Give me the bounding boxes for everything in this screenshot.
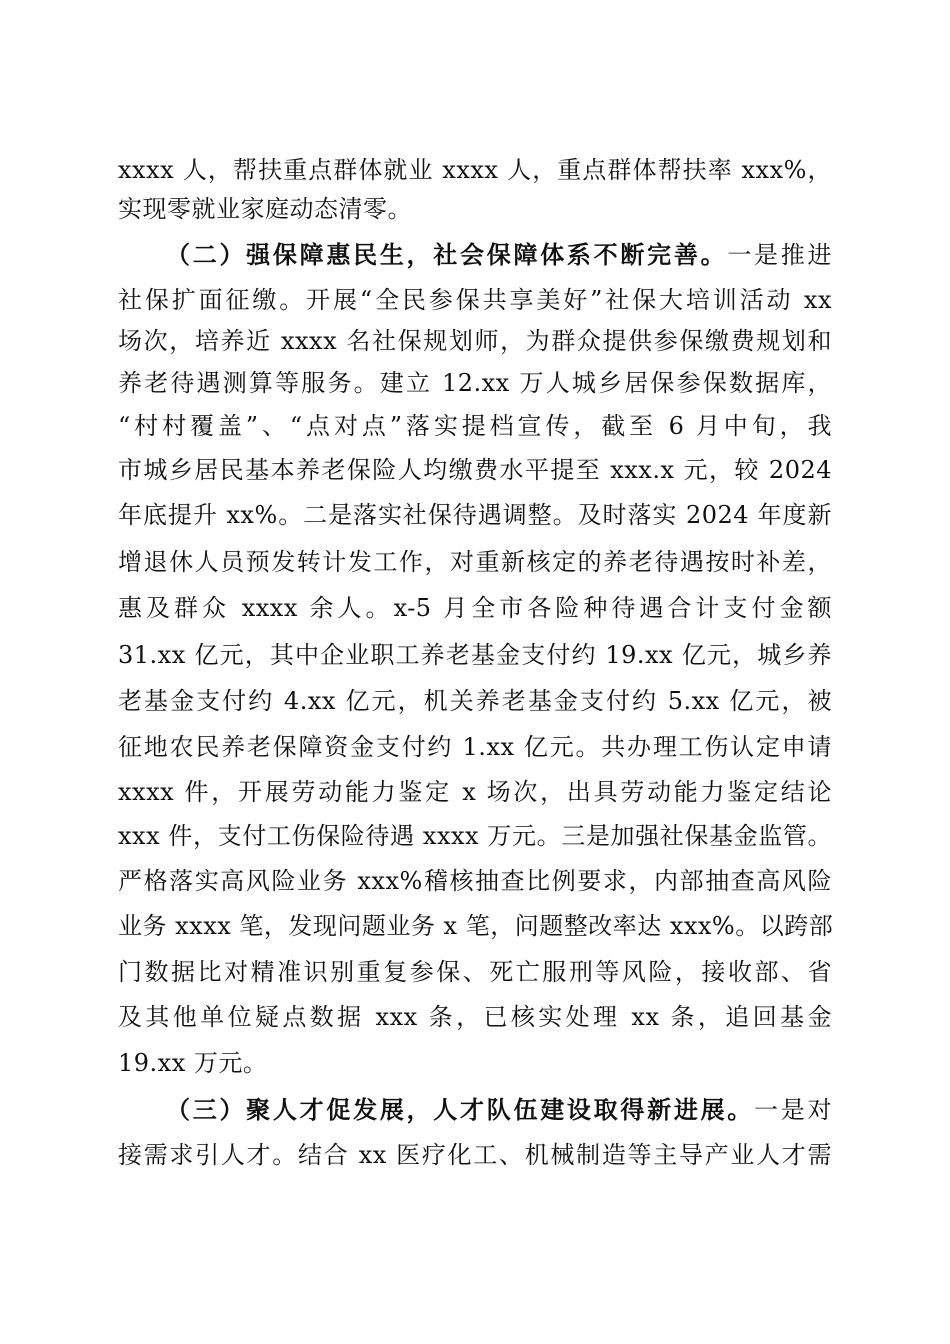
text-line: 年底提升 xx%。二是落实社保待遇调整。及时落实 2024 年度新 xyxy=(118,501,832,529)
text-line: xxx 件，支付工伤保险待遇 xxxx 万元。三是加强社保基金监管。 xyxy=(118,822,832,850)
text-line: xxxx 件，开展劳动能力鉴定 x 场次，出具劳动能力鉴定结论 xyxy=(118,778,832,806)
text-line: 31.xx 亿元，其中企业职工养老基金支付约 19.xx 亿元，城乡养 xyxy=(118,641,832,669)
section-heading: （三）聚人才促发展，人才队伍建设取得新进展。 xyxy=(166,1095,755,1124)
text-line: 门数据比对精准识别重复参保、死亡服刑等风险，接收部、省 xyxy=(118,958,832,986)
section-heading: （二）强保障惠民生，社会保障体系不断完善。 xyxy=(166,240,728,269)
text-line: 业务 xxxx 笔，发现问题业务 x 笔，问题整改率达 xxx%。以跨部 xyxy=(118,912,834,940)
text-line: 增退休人员预发转计发工作，对重新核定的养老待遇按时补差， xyxy=(118,548,832,576)
text-line: 场次，培养近 xxxx 名社保规划师，为群众提供参保缴费规划和 xyxy=(118,327,832,355)
text-line: 实现零就业家庭动态清零。 xyxy=(118,195,412,223)
text-line: 老基金支付约 4.xx 亿元，机关养老基金支付约 5.xx 亿元，被 xyxy=(118,687,832,715)
text-line: “村村覆盖”、“点对点”落实提档宣传，截至 6 月中旬，我 xyxy=(118,412,832,440)
text-line: xxxx 人，帮扶重点群体就业 xxxx 人，重点群体帮扶率 xxx%， xyxy=(118,156,832,184)
text-line: 社保扩面征缴。开展“全民参保共享美好”社保大培训活动 xx xyxy=(118,286,832,314)
section-heading-tail: 一是对 xyxy=(754,1096,833,1124)
section-heading-line xyxy=(166,1095,832,1125)
text-line: 惠及群众 xxxx 余人。x-5 月全市各险种待遇合计支付金额 xyxy=(118,594,832,622)
text-line: 养老待遇测算等服务。建立 12.xx 万人城乡居保参保数据库， xyxy=(118,369,832,397)
section-heading-line xyxy=(166,240,832,270)
text-line: 征地农民养老保障资金支付约 1.xx 亿元。共办理工伤认定申请 xyxy=(118,733,832,761)
text-line: 市城乡居民基本养老保险人均缴费水平提至 xxx.x 元，较 2024 xyxy=(118,456,832,484)
section-heading-tail: 一是推进 xyxy=(727,241,832,269)
text-line: 接需求引人才。结合 xx 医疗化工、机械制造等主导产业人才需 xyxy=(118,1141,832,1169)
text-line: 19.xx 万元。 xyxy=(118,1049,268,1077)
text-line: 严格落实高风险业务 xxx%稽核抽查比例要求，内部抽查高风险 xyxy=(118,867,832,895)
text-line: 及其他单位疑点数据 xxx 条，已核实处理 xx 条，追回基金 xyxy=(118,1003,832,1031)
